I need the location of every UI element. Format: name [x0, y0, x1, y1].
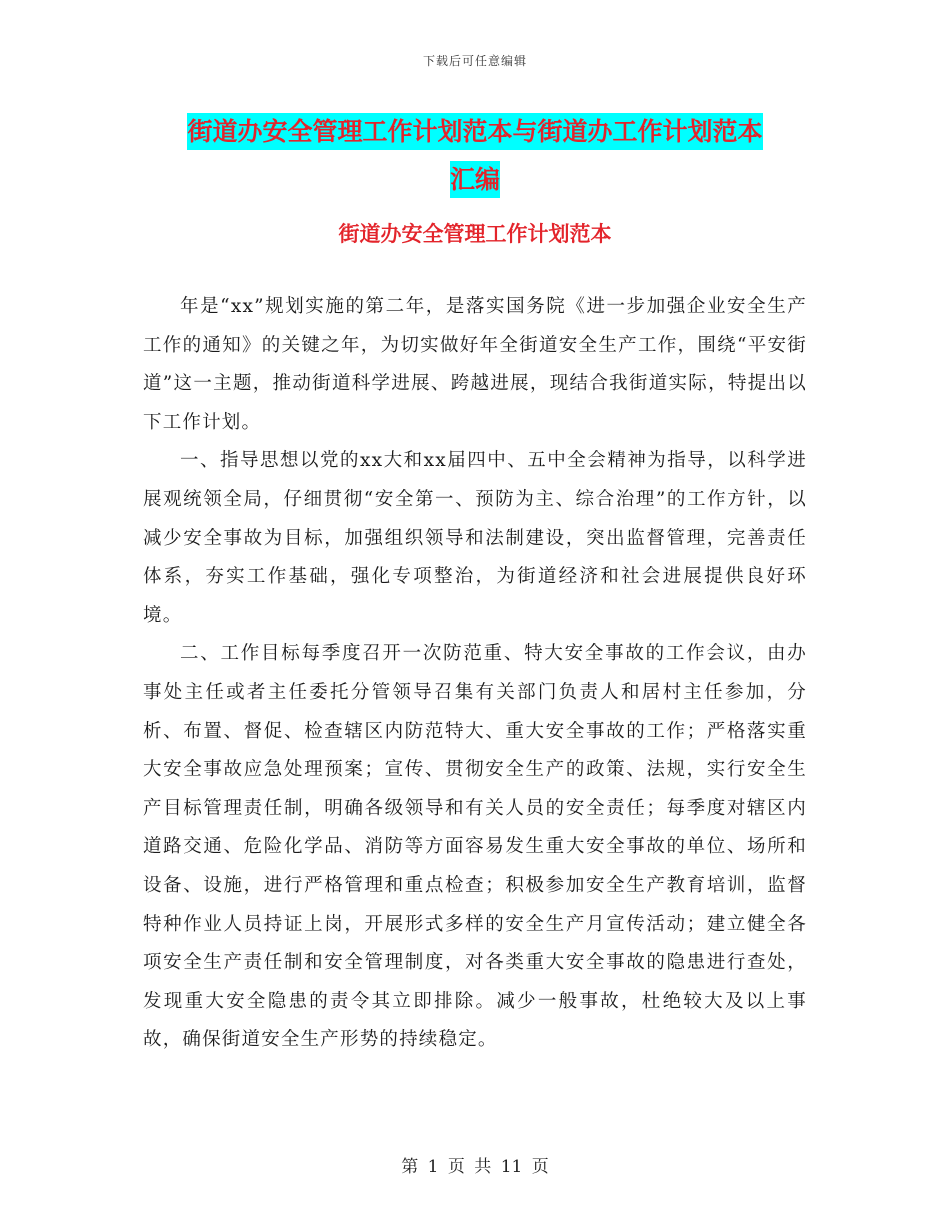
document-title	[140, 108, 810, 204]
paragraph-work-goals: 二、工作目标每季度召开一次防范重、特大安全事故的工作会议，由办事处主任或者主任委托分管领导召集有关部门负责人和居村主任参加，分析、布置、督促、检查辖区内防范特大、重大安全事故的工作；严格落实重大安全事故应急处理预案；宣传、贯彻安全生产的政策、法规，实行安全生产目标管理责任制，明确各级领导和有关人员的安全责任；每季度对辖区内道路交通、危险化学品、消防等方面容易发生重大安全事故的单位、场所和设备、设施，进行严格管理和重点检查；积极参加安全生产教育培训，监督特种作业人员持证上岗，开展形式多样的安全生产月宣传活动；建立健全各项安全生产责任制和安全管理制度，对各类重大安全事故的隐患进行查处，发现重大安全隐患的责令其立即排除。减少一般事故，杜绝较大及以上事故，确保街道安全生产形势的持续稳定。	[143, 643, 807, 1051]
document-body	[143, 288, 807, 1060]
paragraph-guiding-ideology: 一、指导思想以党的xx大和xx届四中、五中全会精神为指导，以科学进展观统领全局，仔细贯彻“安全第一、预防为主、综合治理”的工作方针，以减少安全事故为目标，加强组织领导和法制建设，突出监督管理，完善责任体系，夯实工作基础，强化专项整治，为街道经济和社会进展提供良好环境。	[143, 450, 807, 626]
page-number: 第 1 页 共 11 页	[401, 1157, 549, 1177]
page-header-note: 下载后可任意编辑	[422, 54, 527, 68]
title-line-1: 街道办安全管理工作计划范本与街道办工作计划范本	[187, 113, 762, 150]
title-line-2: 汇编	[450, 161, 500, 198]
section-title: 街道办安全管理工作计划范本	[338, 221, 612, 246]
paragraph-intro: 年是“xx”规划实施的第二年，是落实国务院《进一步加强企业安全生产工作的通知》的关键之年，为切实做好年全街道安全生产工作，围绕“平安街道”这一主题，推动街道科学进展、跨越进展，现结合我街道实际，特提出以下工作计划。	[143, 296, 807, 433]
